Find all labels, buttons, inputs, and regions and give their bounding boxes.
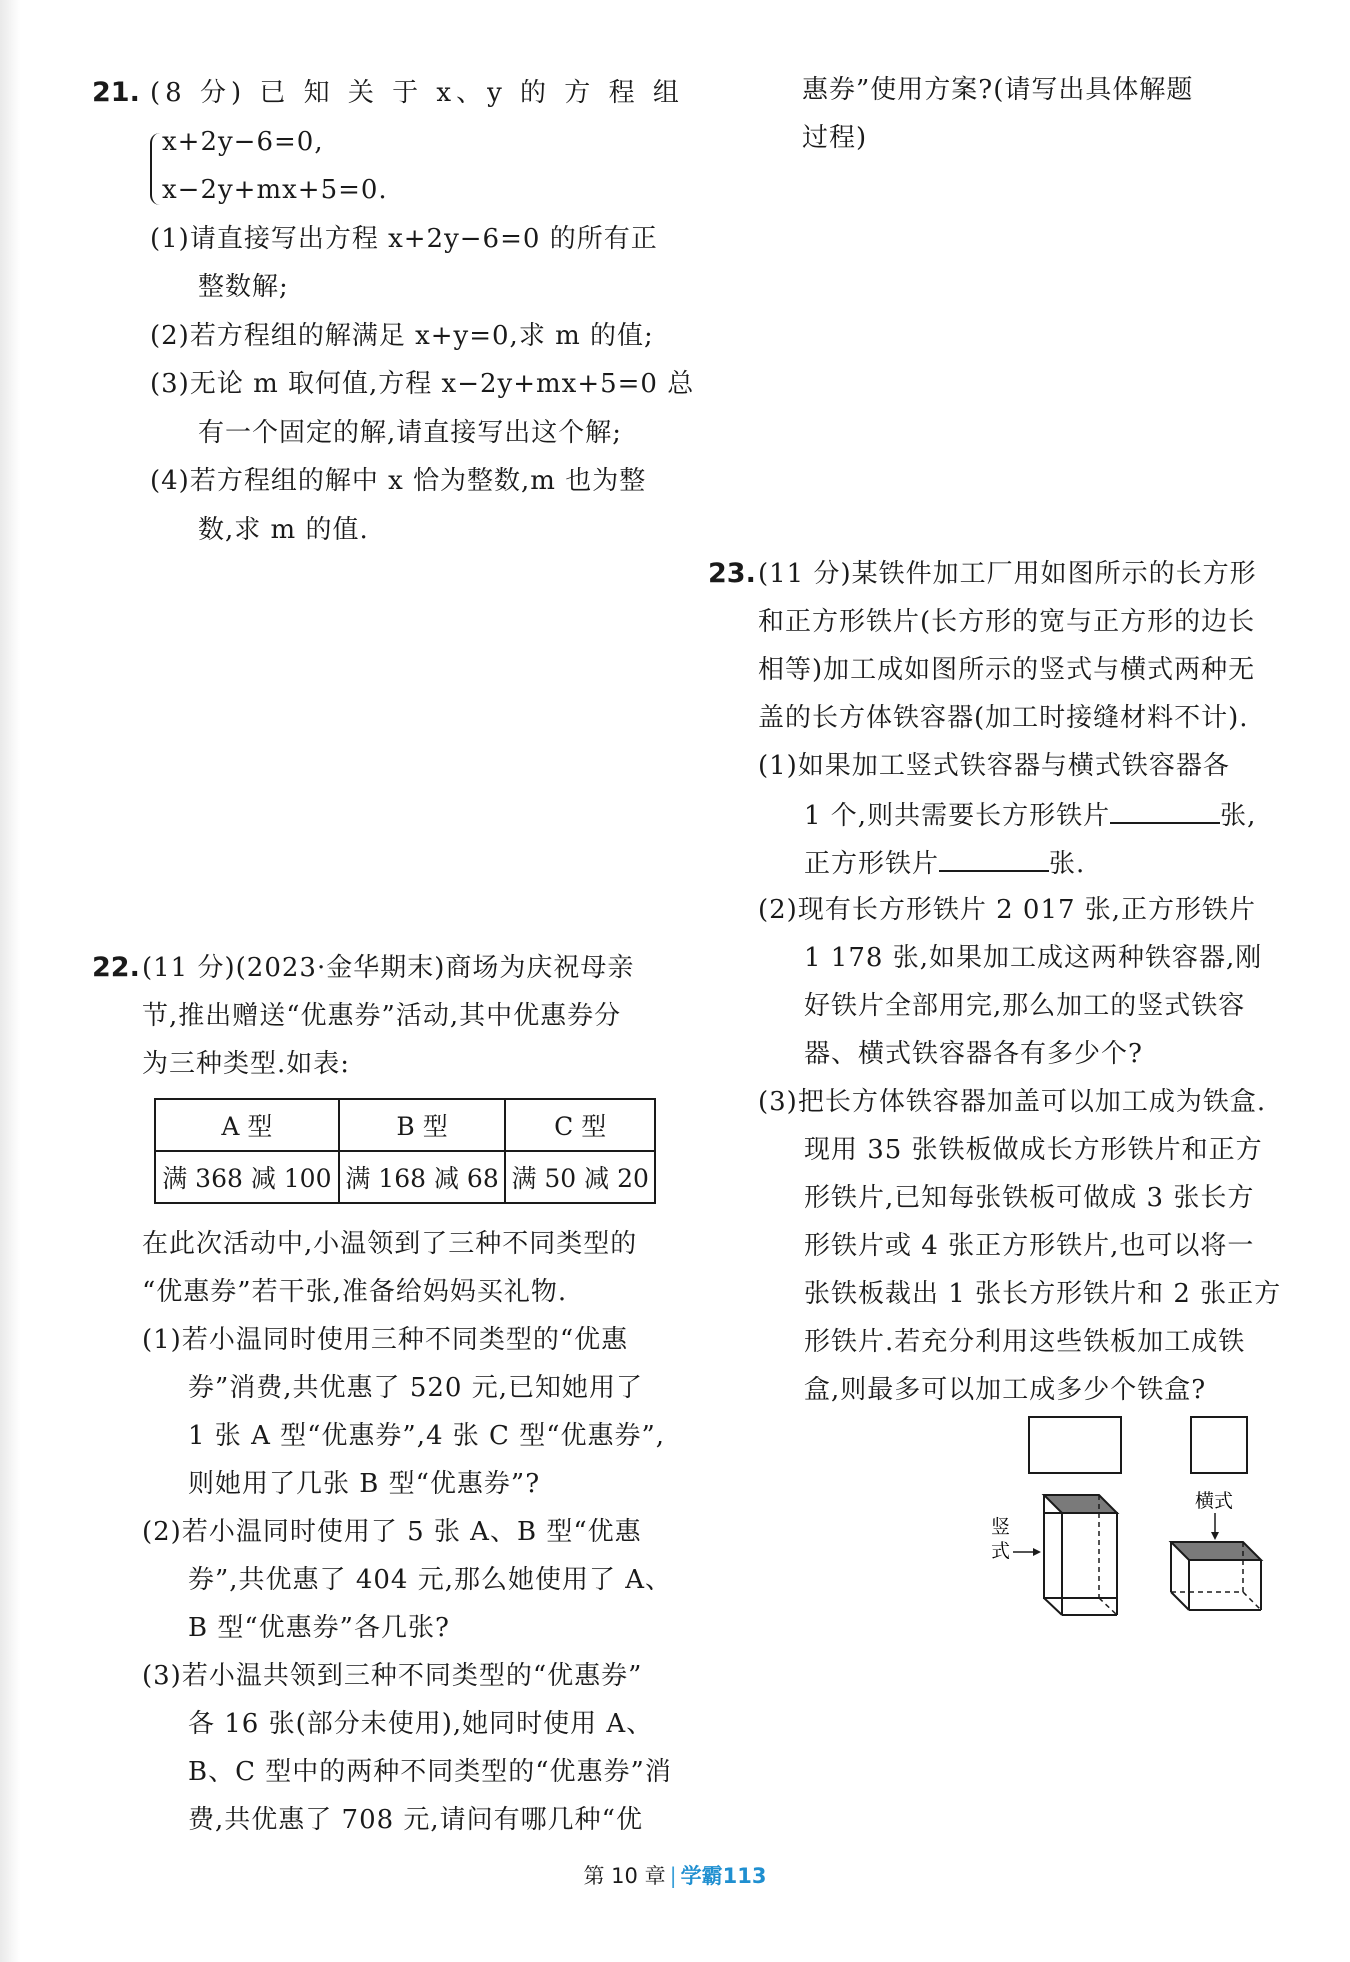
- q22-line: (11 分)(2023·金华期末)商场为庆祝母亲: [142, 953, 635, 983]
- q21-line: 整数解;: [198, 272, 289, 302]
- rectangle-sheet: [1029, 1417, 1121, 1473]
- equation-brace: [150, 133, 162, 205]
- chapter-label: 第 10 章: [583, 1864, 666, 1888]
- table-header-cell: B 型: [339, 1099, 506, 1151]
- q21-line: 有一个固定的解,请直接写出这个解;: [198, 418, 623, 448]
- q23-line: (3)把长方体铁容器加盖可以加工成为铁盒.: [758, 1087, 1267, 1117]
- page-edge-shadow: [0, 0, 20, 1962]
- q23-blank2-text: 正方形铁片: [804, 849, 940, 879]
- vertical-label-arrow: [1013, 1548, 1041, 1556]
- table-header-cell: C 型: [505, 1099, 655, 1151]
- q22-line: (3)若小温共领到三种不同类型的“优惠券”: [142, 1661, 643, 1691]
- q22-continued-line: 惠券”使用方案?(请写出具体解题: [802, 75, 1194, 105]
- q21-equation-2: x−2y+mx+5=0.: [162, 175, 388, 205]
- q23-line: 形铁片.若充分利用这些铁板加工成铁: [804, 1327, 1246, 1357]
- table-row: [155, 1151, 655, 1203]
- q22-line: 则她用了几张 B 型“优惠券”?: [188, 1469, 541, 1499]
- q23-blank1-unit: 张,: [1220, 801, 1257, 831]
- q23-line: 现用 35 张铁板做成长方形铁片和正方: [804, 1135, 1263, 1165]
- page-number: 113: [722, 1864, 767, 1888]
- q23-blank-line-2: [804, 844, 1085, 882]
- q21-line: (1)请直接写出方程 x+2y−6=0 的所有正: [150, 224, 658, 254]
- vertical-label: 竖式: [991, 1516, 1011, 1562]
- vertical-container: [1044, 1495, 1117, 1615]
- horizontal-container: [1171, 1542, 1261, 1610]
- question-number-22: 22.: [92, 952, 140, 983]
- brand-label: 学霸: [680, 1864, 723, 1888]
- q21-equation-1: x+2y−6=0,: [162, 127, 324, 157]
- question-number-23: 23.: [708, 558, 756, 589]
- q23-line: (11 分)某铁件加工厂用如图所示的长方形: [758, 559, 1257, 589]
- table-cell: 满 168 减 68: [339, 1151, 506, 1203]
- q23-blank-line-1: [804, 796, 1256, 834]
- q22-line: 在此次活动中,小温领到了三种不同类型的: [142, 1229, 638, 1259]
- q22-line: (1)若小温同时使用三种不同类型的“优惠: [142, 1325, 629, 1355]
- square-sheet: [1191, 1417, 1247, 1473]
- q21-line: (4)若方程组的解中 x 恰为整数,m 也为整: [150, 466, 647, 496]
- q23-line: 1 178 张,如果加工成这两种铁容器,刚: [804, 943, 1263, 973]
- q21-line: (8 分) 已 知 关 于 x、y 的 方 程 组: [150, 78, 684, 108]
- q22-line: B 型“优惠券”各几张?: [188, 1613, 450, 1643]
- q23-line: 相等)加工成如图所示的竖式与横式两种无: [758, 655, 1256, 685]
- q23-line: 形铁片,已知每张铁板可做成 3 张长方: [804, 1183, 1255, 1213]
- q22-line: 节,推出赠送“优惠券”活动,其中优惠券分: [142, 1001, 622, 1031]
- question-number-21: 21.: [92, 77, 140, 108]
- table-cell: 满 368 减 100: [155, 1151, 339, 1203]
- container-figure: [975, 1405, 1295, 1620]
- table-header-cell: A 型: [155, 1099, 339, 1151]
- q23-line: 盖的长方体铁容器(加工时接缝材料不计).: [758, 703, 1249, 733]
- q22-line: 券”消费,共优惠了 520 元,已知她用了: [188, 1373, 643, 1403]
- page-footer: [0, 1860, 1350, 1890]
- footer-separator: |: [669, 1864, 677, 1888]
- q22-line: 1 张 A 型“优惠券”,4 张 C 型“优惠券”,: [188, 1421, 666, 1451]
- q23-line: 形铁片或 4 张正方形铁片,也可以将一: [804, 1231, 1255, 1261]
- horizontal-label: 横式: [1195, 1490, 1234, 1512]
- q23-line: 盒,则最多可以加工成多少个铁盒?: [804, 1375, 1207, 1405]
- table-cell: 满 50 减 20: [505, 1151, 655, 1203]
- q22-line: 费,共优惠了 708 元,请问有哪几种“优: [188, 1805, 643, 1835]
- q23-line: 张铁板裁出 1 张长方形铁片和 2 张正方: [804, 1279, 1282, 1309]
- q22-line: (2)若小温同时使用了 5 张 A、B 型“优惠: [142, 1517, 642, 1547]
- q21-line: 数,求 m 的值.: [198, 515, 369, 545]
- q22-line: 为三种类型.如表:: [142, 1049, 351, 1079]
- q23-blank2-unit: 张.: [1049, 849, 1086, 879]
- q23-line: (1)如果加工竖式铁容器与横式铁容器各: [758, 751, 1230, 781]
- q22-line: 各 16 张(部分未使用),她同时使用 A、: [188, 1709, 654, 1739]
- q22-line: 券”,共优惠了 404 元,那么她使用了 A、: [188, 1565, 673, 1595]
- q22-line: B、C 型中的两种不同类型的“优惠券”消: [188, 1757, 672, 1787]
- q22-line: “优惠券”若干张,准备给妈妈买礼物.: [142, 1277, 568, 1307]
- q21-line: (3)无论 m 取何值,方程 x−2y+mx+5=0 总: [150, 369, 695, 399]
- coupon-table: [154, 1098, 656, 1204]
- q23-line: (2)现有长方形铁片 2 017 张,正方形铁片: [758, 895, 1257, 925]
- q23-line: 好铁片全部用完,那么加工的竖式铁容: [804, 991, 1246, 1021]
- q23-line: 和正方形铁片(长方形的宽与正方形的边长: [758, 607, 1256, 637]
- answer-blank-squares[interactable]: [939, 844, 1049, 872]
- horizontal-label-arrow: [1211, 1513, 1219, 1540]
- q21-line: (2)若方程组的解满足 x+y=0,求 m 的值;: [150, 321, 654, 351]
- q23-blank1-text: 1 个,则共需要长方形铁片: [804, 801, 1111, 831]
- table-header-row: [155, 1099, 655, 1151]
- q23-line: 器、横式铁容器各有多少个?: [804, 1039, 1143, 1069]
- answer-blank-rectangles[interactable]: [1110, 796, 1220, 824]
- q22-continued-line: 过程): [802, 123, 868, 153]
